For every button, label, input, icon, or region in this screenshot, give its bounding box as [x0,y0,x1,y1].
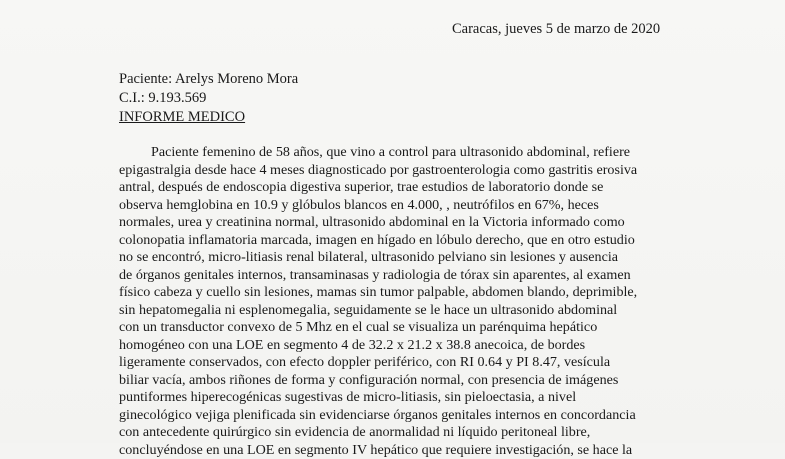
body-line: ligeramente conservados, con efecto doppler periférico, con RI 0.64 y PI 8.47, vesícula [119,354,679,372]
report-body [119,144,679,459]
body-line: ginecológico vejiga plenificada sin evidenciarse órganos genitales internos en concordancia [119,407,679,425]
body-line: físico cabeza y cuello sin lesiones, mamas sin tumor palpable, abdomen blando, deprimible, [119,284,679,302]
date-line: Caracas, jueves 5 de marzo de 2020 [452,21,660,38]
body-line: de órganos genitales internos, transaminasas y radiologia de tórax sin aparentes, al examen [119,267,679,285]
body-line: sin hepatomegalia ni esplenomegalia, seguidamente se le hace un ultrasonido abdominal [119,302,679,320]
body-line: epigastralgia desde hace 4 meses diagnosticado por gastroenterologia como gastritis erosiva [119,162,679,180]
body-line: biliar vacía, ambos riñones de forma y configuración normal, con presencia de imágenes [119,372,679,390]
body-line: colonopatia inflamatoria marcada, imagen en hígado en lóbulo derecho, que en otro estudio [119,232,679,250]
body-line: antral, después de endoscopia digestiva superior, trae estudios de laboratorio donde se [119,179,679,197]
body-line: puntiformes hiperecogénicas sugestivas de micro-litiasis, sin pieloectasia, a nivel [119,389,679,407]
body-line: homogéneo con una LOE en segmento 4 de 32.2 x 21.2 x 38.8 anecoica, de bordes [119,337,679,355]
patient-id: C.I.: 9.193.569 [119,89,298,108]
patient-block [119,70,298,127]
patient-name: Paciente: Arelys Moreno Mora [119,70,298,89]
body-line: concluyéndose en una LOE en segmento IV hepático que requiere investigación, se hace la [119,442,679,459]
body-line: Paciente femenino de 58 años, que vino a control para ultrasonido abdominal, refiere [119,144,679,162]
body-line: observa hemglobina en 10.9 y glóbulos blancos en 4.000, , neutrófilos en 67%, heces [119,197,679,215]
body-line: con antecedente quirúrgico sin evidencia de anormalidad ni líquido peritoneal libre, [119,424,679,442]
body-line: normales, urea y creatinina normal, ultrasonido abdominal en la Victoria informado como [119,214,679,232]
body-line: con un transductor convexo de 5 Mhz en el cual se visualiza un parénquima hepático [119,319,679,337]
body-line: no se encontró, micro-litiasis renal bilateral, ultrasonido pelviano sin lesiones y ausencia [119,249,679,267]
report-title: INFORME MEDICO [119,108,298,127]
